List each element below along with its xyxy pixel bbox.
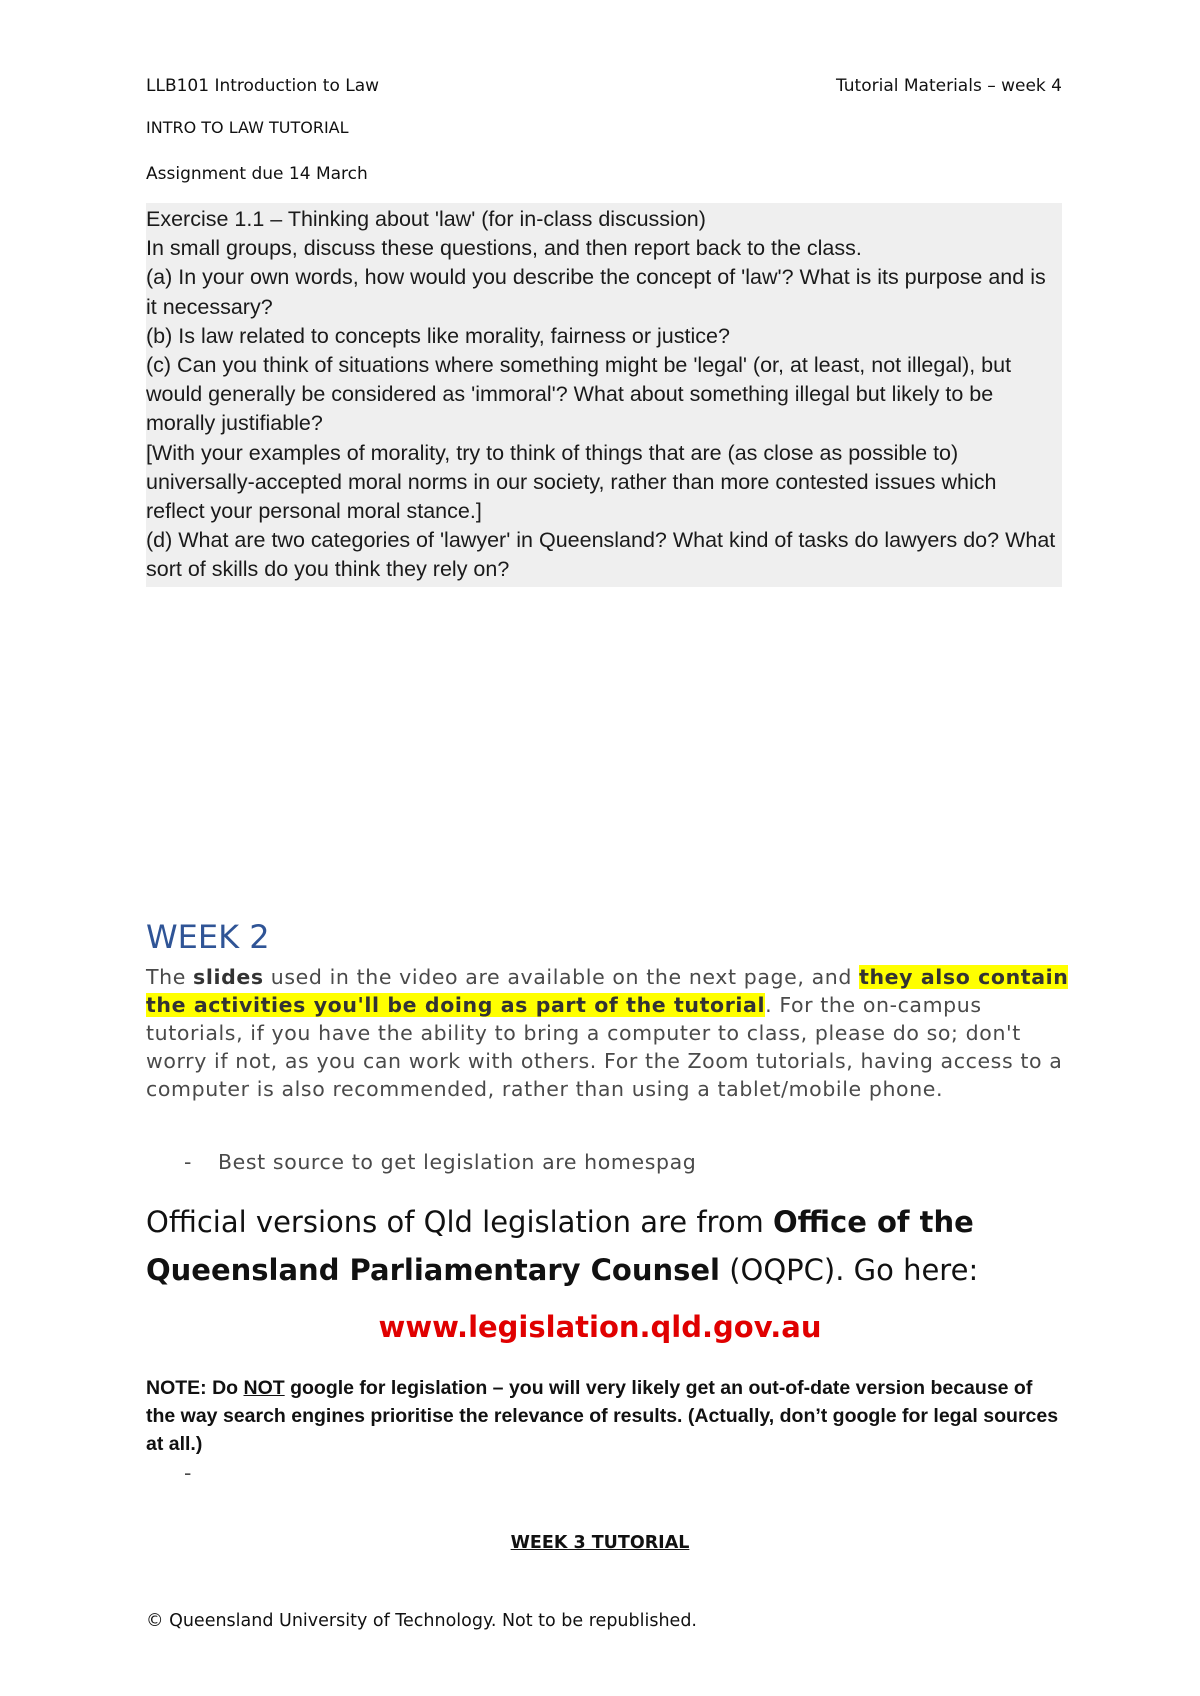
bullet-dash: - (184, 1461, 192, 1485)
copyright-footer: © Queensland University of Technology. Not to be republished. (146, 1611, 697, 1631)
header-section-title: Tutorial Materials – week 4 (835, 76, 1062, 96)
exercise-line: it necessary? (146, 294, 273, 319)
exercise-line: sort of skills do you think they rely on? (146, 557, 510, 582)
note-paragraph (146, 1374, 1066, 1458)
exercise-line: (c) Can you think of situations where something might be 'legal' (or, at least, not illegal), but (146, 353, 1012, 378)
exercise-line: reflect your personal moral stance.] (146, 499, 482, 524)
exercise-line: Exercise 1.1 – Thinking about 'law' (for in-class discussion) (146, 207, 706, 231)
exercise-line: (a) In your own words, how would you describe the concept of 'law'? What is its purpose and is (146, 265, 1046, 290)
note-text: NOTE: Do (146, 1377, 244, 1399)
list-item (184, 1150, 696, 1174)
official-text: (OQPC). Go here: (719, 1253, 979, 1287)
exercise-line: (b) Is law related to concepts like morality, fairness or justice? (146, 323, 730, 348)
bullet-text: Best source to get legislation are homespag (218, 1150, 697, 1174)
week2-paragraph (146, 963, 1076, 1103)
note-not-underlined: NOT (243, 1377, 285, 1399)
note-text: google for legislation – you will very likely get an out-of-date version because of the way search engines prioritise the relevance of results. (Actually, don’t google for legal sources at all.) (146, 1377, 1059, 1455)
exercise-line: would generally be considered as 'immoral'? What about something illegal but likely to be (146, 382, 994, 407)
assignment-due-note: Assignment due 14 March (146, 164, 368, 184)
tutorial-title: INTRO TO LAW TUTORIAL (146, 118, 349, 137)
official-legislation-paragraph (146, 1198, 1076, 1294)
empty-list-item (184, 1461, 218, 1485)
highlighted-activities-text: they also contain the activities you'll be doing as part of the tutorial (146, 965, 1069, 1017)
week3-heading: WEEK 3 TUTORIAL (510, 1533, 690, 1553)
week2-text: used in the video are available on the next page, and (263, 965, 860, 989)
exercise-line: morally justifiable? (146, 411, 323, 436)
exercise-line: universally-accepted moral norms in our society, rather than more contested issues which (146, 469, 997, 494)
exercise-box (146, 203, 1062, 587)
week2-heading: WEEK 2 (146, 918, 270, 956)
week2-text: . For the on-campus tutorials, if you have the ability to bring a computer to class, please do so; don't worry if not, as you can work with others. For the Zoom tutorials, having access to a computer is also recommended, rather than using a tablet/mobile phone. (146, 993, 1063, 1101)
oqpc-bold-text: Office of the Queensland Parliamentary Counsel (146, 1205, 974, 1287)
official-text: Official versions of Qld legislation are from (146, 1205, 774, 1239)
exercise-line: [With your examples of morality, try to think of things that are (as close as possible to) (146, 440, 959, 465)
exercise-line: (d) What are two categories of 'lawyer' in Queensland? What kind of tasks do lawyers do? What (146, 528, 1056, 553)
header-course-title: LLB101 Introduction to Law (146, 76, 380, 96)
legislation-url-link[interactable]: www.legislation.qld.gov.au (378, 1310, 822, 1344)
exercise-line: In small groups, discuss these questions, and then report back to the class. (146, 236, 862, 261)
slides-bold-text: slides (193, 965, 264, 989)
week2-text: The (146, 965, 194, 989)
bullet-dash: - (184, 1150, 192, 1174)
